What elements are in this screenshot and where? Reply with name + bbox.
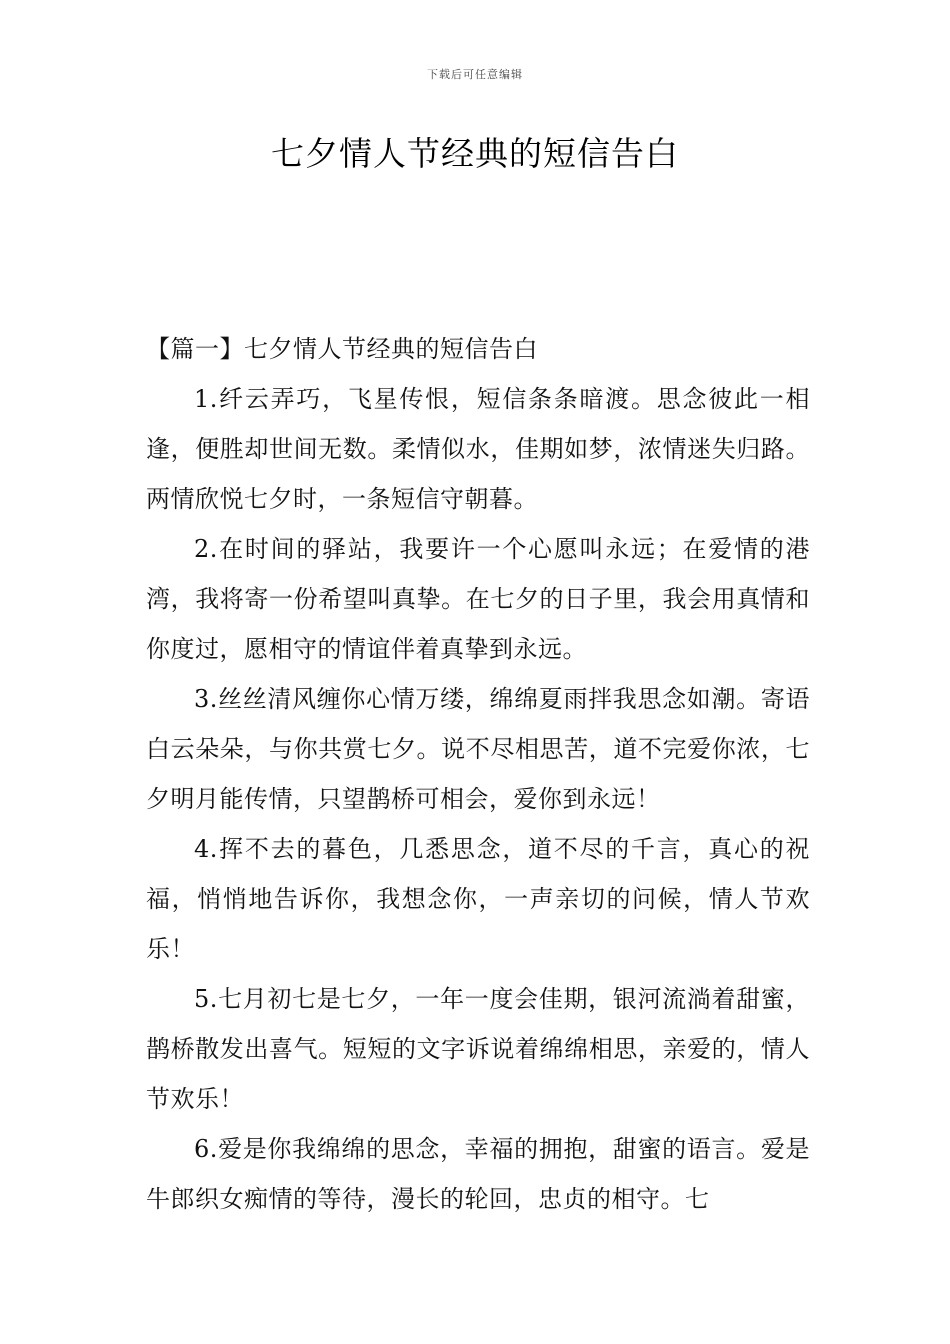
document-body (146, 324, 810, 1224)
section-heading: 【篇一】七夕情人节经典的短信告白 (146, 335, 538, 363)
paragraph-4: 4.挥不去的暮色，几悉思念，道不尽的千言，真心的祝福，悄悄地告诉你，我想念你，一声亲切的问候，情人节欢乐！ (146, 835, 810, 963)
document-title: 七夕情人节经典的短信告白 (271, 134, 679, 173)
paragraph-5: 5.七月初七是七夕，一年一度会佳期，银河流淌着甜蜜，鹊桥散发出喜气。短短的文字诉说着绵绵相思，亲爱的，情人节欢乐！ (146, 985, 810, 1113)
header-note: 下载后可任意编辑 (427, 68, 523, 81)
paragraph-2: 2.在时间的驿站，我要许一个心愿叫永远；在爱情的港湾，我将寄一份希望叫真挚。在七夕的日子里，我会用真情和你度过，愿相守的情谊伴着真挚到永远。 (146, 535, 810, 663)
paragraph-6: 6.爱是你我绵绵的思念，幸福的拥抱，甜蜜的语言。爱是牛郎织女痴情的等待，漫长的轮回，忠贞的相守。七 (146, 1135, 810, 1213)
paragraph-1: 1.纤云弄巧，飞星传恨，短信条条暗渡。思念彼此一相逢，便胜却世间无数。柔情似水，佳期如梦，浓情迷失归路。两情欣悦七夕时，一条短信守朝暮。 (146, 385, 810, 513)
paragraph-3: 3.丝丝清风缠你心情万缕，绵绵夏雨拌我思念如潮。寄语白云朵朵，与你共赏七夕。说不尽相思苦，道不完爱你浓，七夕明月能传情，只望鹊桥可相会，爱你到永远！ (146, 685, 810, 813)
